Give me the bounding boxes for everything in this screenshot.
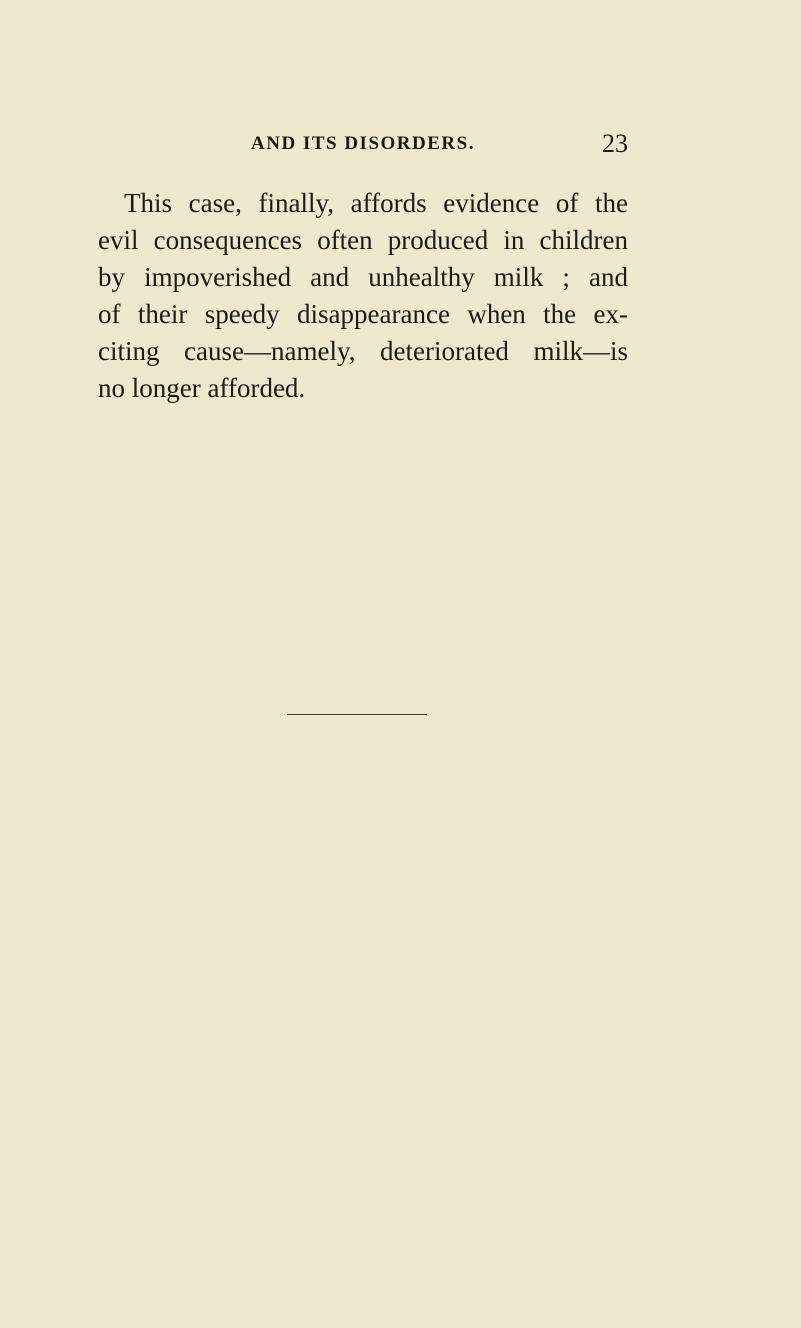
page-number: 23 bbox=[602, 129, 628, 158]
text-line: by impoverished and unhealthy milk ; and bbox=[98, 262, 628, 292]
text-line: of their speedy disappearance when the ex- bbox=[98, 299, 628, 329]
body-paragraph bbox=[98, 185, 628, 407]
text-line: evil consequences often produced in children bbox=[98, 225, 628, 255]
running-head bbox=[98, 129, 628, 161]
text-line: This case, finally, affords evidence of the bbox=[124, 188, 628, 218]
text-line: citing cause—namely, deteriorated milk—is bbox=[98, 336, 628, 366]
running-head-title: AND ITS DISORDERS. bbox=[251, 133, 475, 154]
text-line: no longer afforded. bbox=[98, 373, 306, 403]
section-end-rule bbox=[287, 714, 427, 715]
